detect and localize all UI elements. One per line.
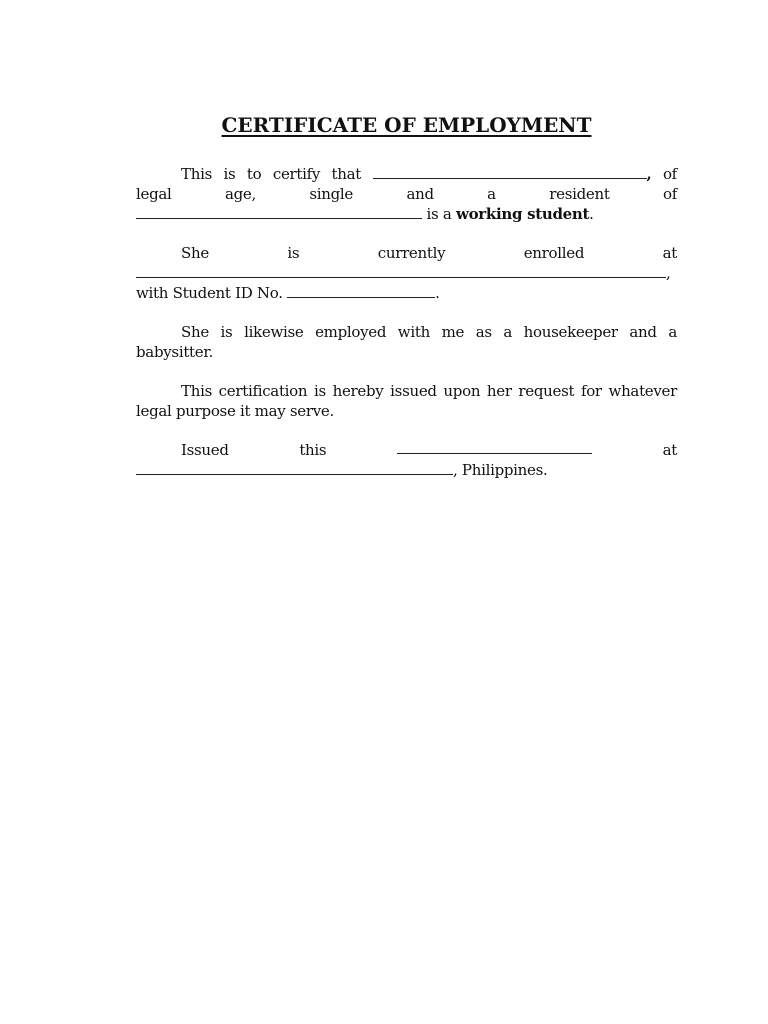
p2-line-2 [136, 263, 677, 283]
certificate-title: CERTIFICATE OF EMPLOYMENT [221, 113, 592, 137]
p1-word: of [662, 165, 677, 183]
working-student-text: working student [455, 205, 590, 223]
p1-word: that [331, 165, 362, 183]
name-blank[interactable] [373, 165, 647, 179]
p1-word: and [406, 185, 434, 203]
p5-word: this [299, 441, 327, 459]
p1-word: of [662, 185, 677, 203]
p1-text: is a [426, 205, 452, 223]
p1-word: certify [272, 165, 321, 183]
p2-line-1 [136, 243, 677, 263]
paragraph-employed: She is likewise employed with me as a housekeeper and a babysitter. [136, 323, 677, 361]
p1-word: legal [136, 185, 172, 203]
paragraph-issued-request: This certification is hereby issued upon her request for whatever legal purpose it may serve. [136, 382, 677, 420]
philippines-text: , Philippines. [453, 461, 548, 479]
paragraph-enrolled [136, 243, 677, 303]
p1-period: . [589, 205, 594, 223]
p5-line-2 [136, 460, 677, 480]
p2-comma: , [666, 264, 671, 282]
p2-period: . [435, 284, 440, 302]
p2-word: She [181, 244, 209, 262]
p2-word: is [287, 244, 300, 262]
p1-line-1 [136, 164, 677, 184]
school-blank[interactable] [136, 264, 666, 278]
p1-line-3 [136, 204, 677, 224]
certificate-page [136, 112, 677, 499]
p1-word: age, [224, 185, 256, 203]
p1-word: resident [549, 185, 610, 203]
student-id-blank[interactable] [287, 284, 435, 298]
p1-word: to [246, 165, 262, 183]
p1-word: This [181, 165, 212, 183]
p5-word: at [662, 441, 677, 459]
p2-word: at [662, 244, 677, 262]
p2-line-3 [136, 283, 677, 303]
paragraph-issued [136, 440, 677, 480]
residence-blank[interactable] [136, 205, 422, 219]
p5-line-1 [136, 440, 677, 460]
p2-word: currently [377, 244, 446, 262]
paragraph-certify [136, 164, 677, 224]
p2-word: enrolled [523, 244, 585, 262]
p5-word: Issued [181, 441, 229, 459]
student-id-label: with Student ID No. [136, 284, 283, 302]
p1-word: a [487, 185, 496, 203]
name-blank-group [373, 164, 652, 184]
p1-word: is [223, 165, 236, 183]
comma: , [646, 165, 652, 183]
p1-line-2 [136, 184, 677, 204]
p1-word: single [309, 185, 354, 203]
date-blank[interactable] [397, 440, 592, 454]
place-blank[interactable] [136, 461, 453, 475]
